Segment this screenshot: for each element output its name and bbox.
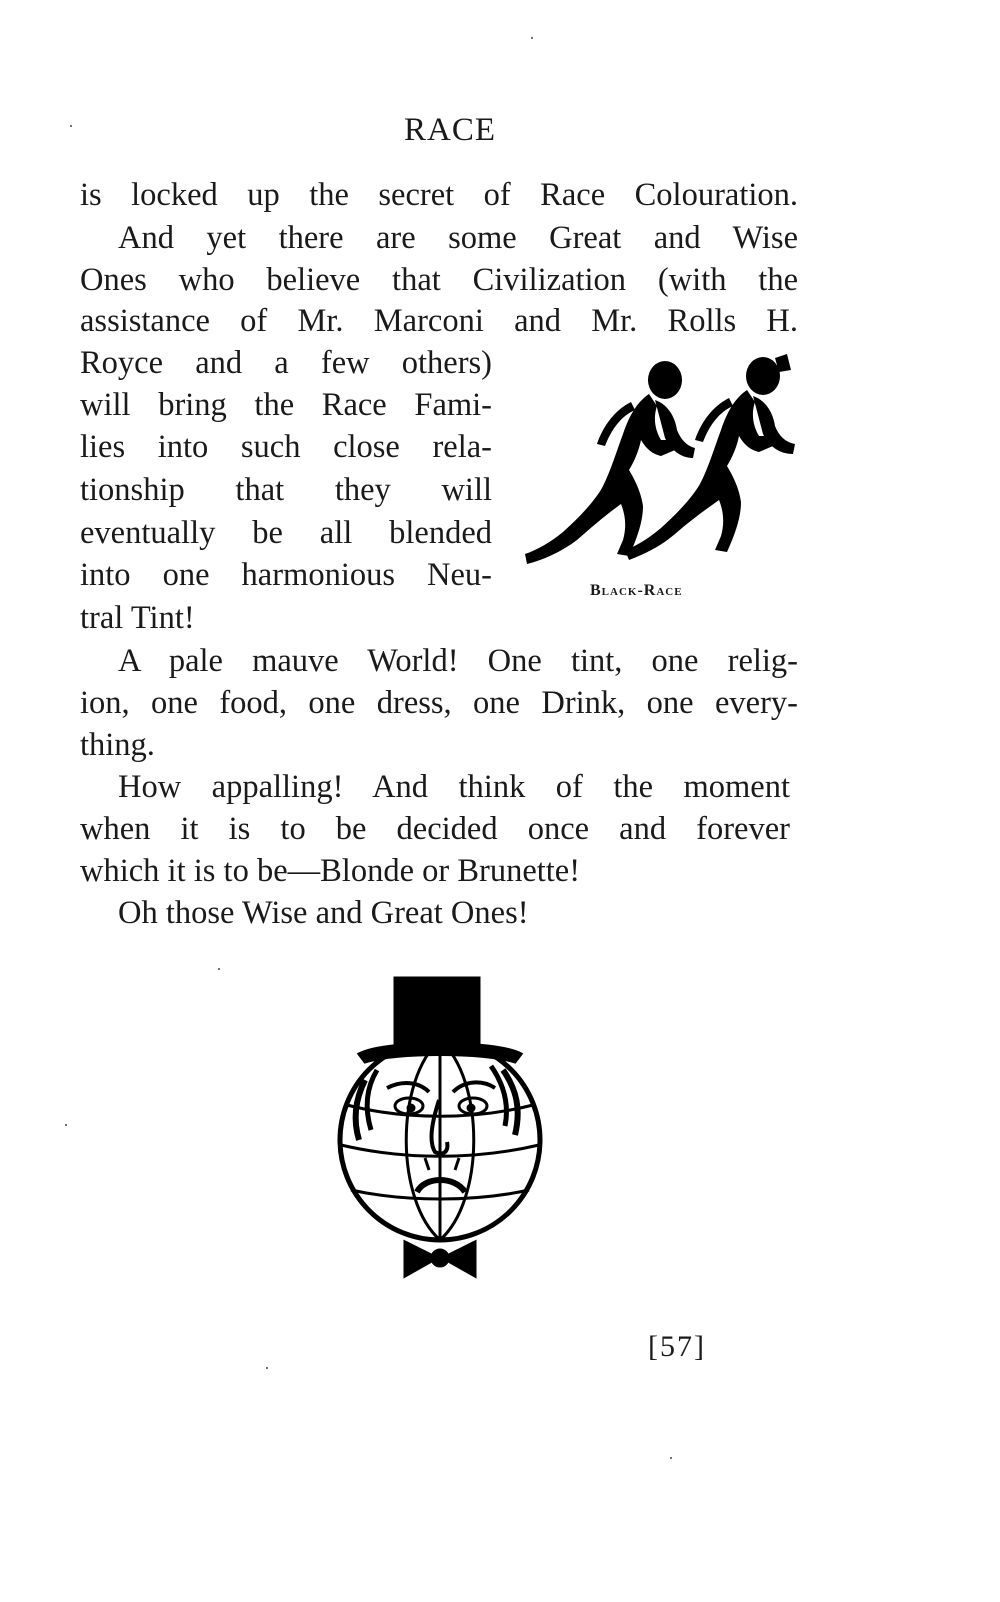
text-line: will bring the Race Fami-	[80, 387, 492, 423]
top-hat	[395, 978, 479, 1048]
text-line: tral Tint!	[80, 600, 195, 636]
paper-speck	[65, 1124, 67, 1126]
black-race-runners-illustration	[525, 350, 815, 580]
paper-speck	[218, 968, 220, 970]
text-line: eventually be all blended	[80, 515, 492, 551]
text-line: A pale mauve World! One tint, one relig-	[118, 643, 798, 679]
running-head: RACE	[403, 112, 496, 148]
text-line: And yet there are some Great and Wise	[118, 220, 798, 256]
text-line: when it is to be decided once and forever	[80, 811, 790, 847]
text-line: Oh those Wise and Great Ones!	[118, 895, 529, 931]
text-line: tionship that they will	[80, 472, 492, 508]
text-line: Royce and a few others)	[80, 345, 492, 381]
text-line: which it is to be—Blonde or Brunette!	[80, 853, 581, 889]
paper-speck	[670, 1457, 672, 1459]
text-line: How appalling! And think of the moment	[118, 769, 790, 805]
text-line: thing.	[80, 727, 155, 763]
globe-face-illustration	[325, 970, 555, 1290]
text-line: ion, one food, one dress, one Drink, one every-	[80, 685, 798, 721]
paper-speck	[70, 125, 72, 127]
text-line: into one harmonious Neu-	[80, 557, 492, 593]
page-number: [57]	[648, 1330, 706, 1363]
paper-speck	[531, 37, 533, 39]
text-line: assistance of Mr. Marconi and Mr. Rolls H.	[80, 303, 798, 339]
figure-caption: Black-Race	[590, 582, 683, 599]
text-line: lies into such close rela-	[80, 429, 492, 465]
paper-speck	[266, 1367, 268, 1369]
text-line: is locked up the secret of Race Colouration.	[80, 177, 798, 213]
text-line: Ones who believe that Civilization (with the	[80, 262, 798, 298]
